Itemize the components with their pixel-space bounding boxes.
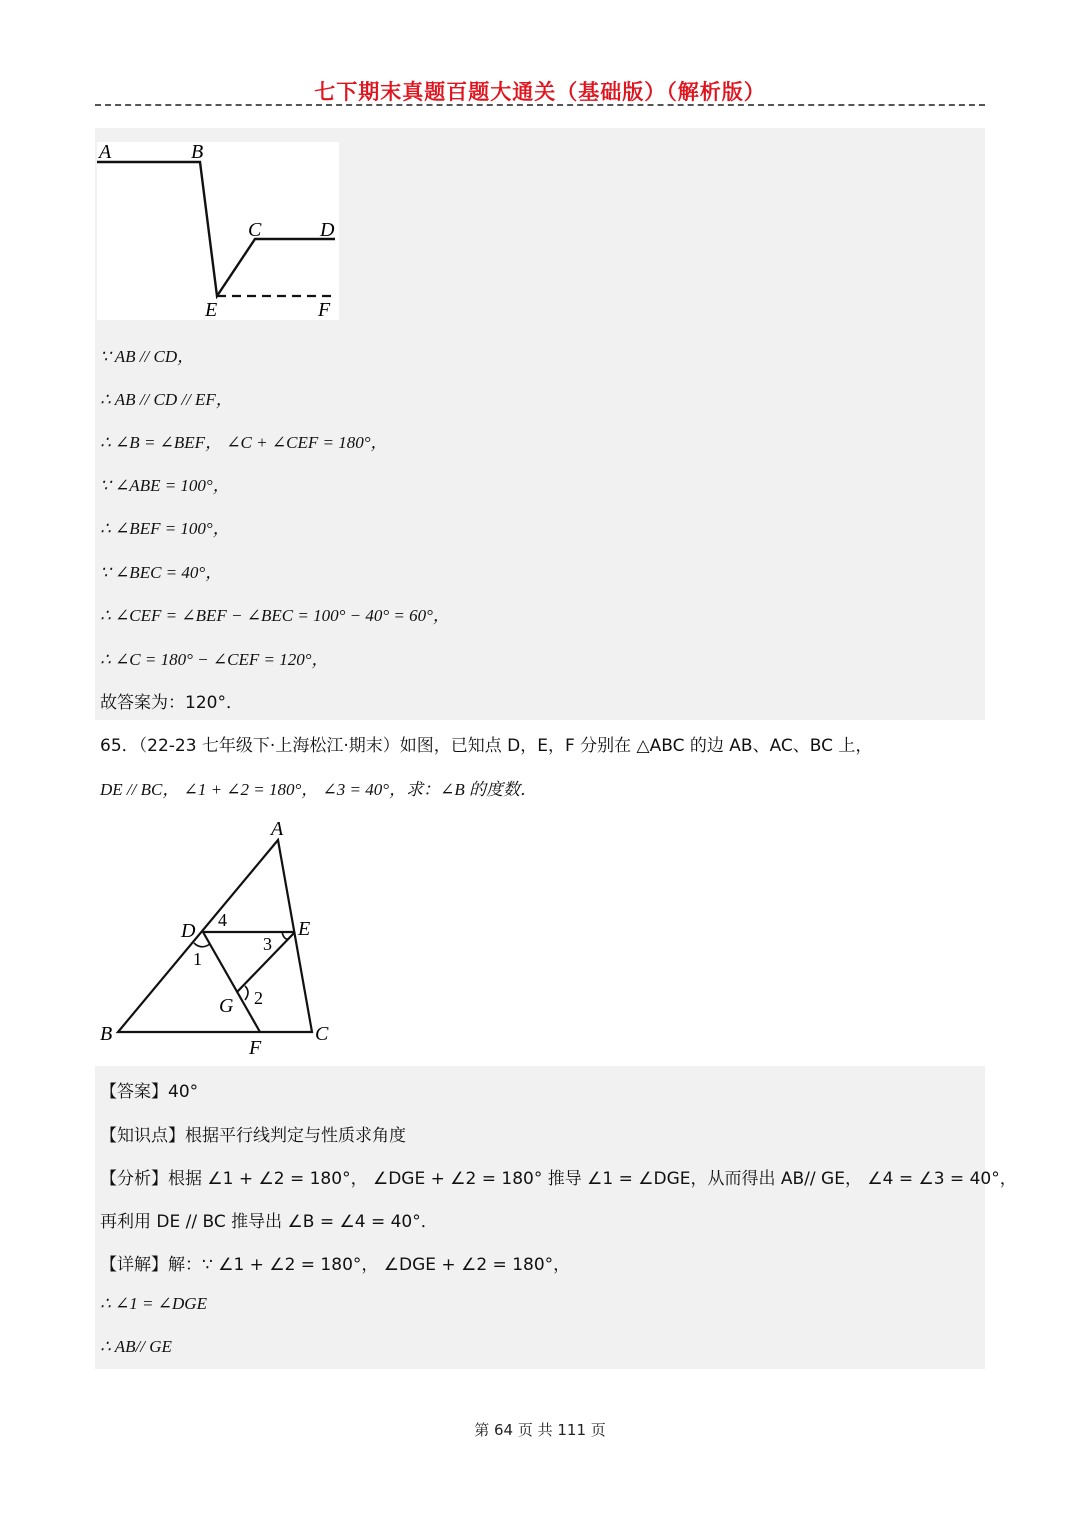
page-header-title: 七下期末真题百题大通关（基础版）（解析版） [314,80,766,104]
problem-65-line-2: DE // BC， ∠1 + ∠2 = 180°， ∠3 = 40°，求：∠B 的度数． [100,780,537,799]
figure-triangle [95,815,345,1060]
header-divider [95,104,985,106]
solution-line-1: ∵ AB // CD， [100,347,195,366]
angle-label-2: 2 [254,988,263,1008]
label-E: E [205,299,218,320]
label-D: D [320,219,335,241]
label-E: E [298,918,311,940]
label-C: C [248,219,262,241]
solution-line-2: ∴ AB // CD // EF， [100,390,233,409]
label-C: C [315,1023,329,1045]
label-A: A [271,818,284,840]
analysis-line-2: 再利用 DE // BC 推导出 ∠B = ∠4 = 40°． [100,1212,438,1232]
solution-line-4: ∵ ∠ABE = 100°， [100,476,230,495]
page-footer: 第 64 页 共 111 页 [474,1421,606,1439]
analysis-line-1: 【分析】根据 ∠1 + ∠2 = 180°， ∠DGE + ∠2 = 180° 推导 ∠1 = ∠DGE，从而得出 AB// GE， ∠4 = ∠3 = 40°， [100,1169,1017,1189]
label-B: B [191,142,204,163]
label-F: F [318,299,331,320]
angle-label-4: 4 [218,910,227,930]
angle-label-1: 1 [193,949,202,969]
solution-line-8: ∴ ∠C = 180° − ∠CEF = 120°， [100,650,329,669]
solution-line-5: ∴ ∠BEF = 100°， [100,519,230,538]
solution-answer-line: 故答案为：120°． [100,693,243,713]
detail-step-1: ∴ ∠1 = ∠DGE [100,1294,207,1313]
figure-parallel-lines [97,142,339,320]
solution-line-7: ∴ ∠CEF = ∠BEF − ∠BEC = 100° − 40° = 60°， [100,606,450,625]
solution-line-3: ∴ ∠B = ∠BEF， ∠C + ∠CEF = 180°， [100,433,388,452]
detail-step-2: ∴ AB// GE [100,1337,172,1356]
answer-line: 【答案】40° [100,1082,199,1102]
label-G: G [219,995,234,1017]
detail-line: 【详解】解：∵ ∠1 + ∠2 = 180°， ∠DGE + ∠2 = 180°， [100,1255,571,1275]
label-D: D [181,920,196,942]
problem-65-line-1: 65．（22-23 七年级下·上海松江·期末）如图，已知点 D，E，F 分别在 △ABC 的边 AB、AC、BC 上， [100,736,873,756]
knowledge-point-line: 【知识点】根据平行线判定与性质求角度 [100,1126,406,1146]
solution-line-6: ∵ ∠BEC = 40°， [100,563,223,582]
label-F: F [249,1037,262,1059]
angle-label-3: 3 [263,934,272,954]
label-B: B [100,1023,113,1045]
label-A: A [99,142,112,163]
